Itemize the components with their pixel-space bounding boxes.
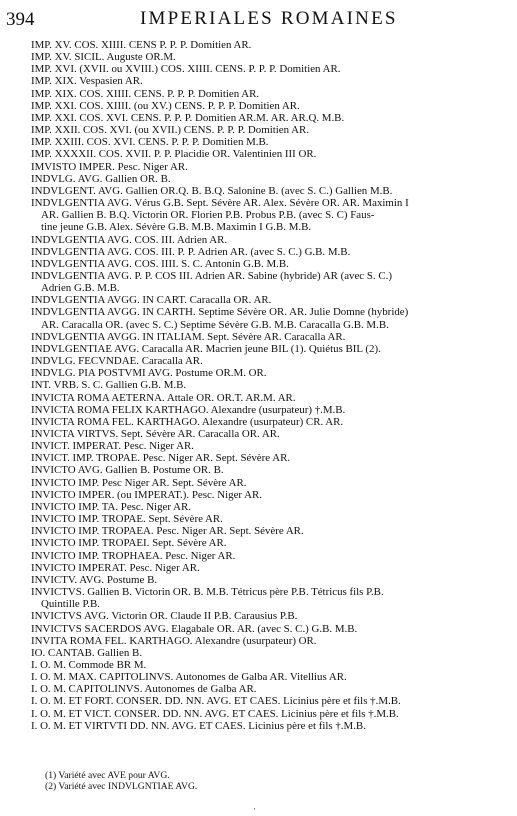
entry-line: INVICT. IMPERAT. Pesc. Niger AR.	[31, 440, 194, 453]
entry-line-continuation: tine jeune G.B. Alex. Sévère G.B. M.B. Maximin I G.B. M.B.	[41, 221, 312, 234]
entry-line: INDVLGENTIA AVG. Vérus G.B. Sept. Sévère AR. Alex. Sévère OR. AR. Maximin I	[31, 197, 409, 210]
entry-line: INDVLGENT. AVG. Gallien OR.Q. B. B.Q. Salonine B. (avec S. C.) Gallien M.B.	[31, 184, 393, 197]
footnote: (1) Variété avec AVE pour AVG.	[45, 770, 170, 781]
entry-line: INDVLG. AVG. Gallien OR. B.	[31, 172, 171, 185]
entry-line: INDVLGENTIA AVGG. IN CARTH. Septime Sévère OR. AR. Julie Domne (hybride)	[31, 306, 409, 319]
entry-line: IMP. XV. SICIL. Auguste OR.M.	[31, 51, 176, 64]
entry-line: IMP. XVI. (XVII. ou XVIII.) COS. XIIII. CENS. P. P. P. Domitien AR.	[31, 63, 341, 76]
page-mark: ·	[253, 804, 256, 814]
running-title: IMPERIALES ROMAINES	[140, 8, 398, 29]
entry-line: IMP. XV. COS. XIIII. CENS P. P. P. Domitien AR.	[31, 39, 252, 51]
entry-line: INDVLGENTIA AVG. COS. III. Adrien AR.	[31, 233, 228, 246]
entry-line: INVICTO IMPER. (ou IMPERAT.). Pesc. Niger AR.	[31, 488, 263, 501]
entry-line: I. O. M. Commode BR M.	[31, 658, 147, 671]
entry-line: INVICTO IMP. TROPAEI. Sept. Sévère AR.	[31, 537, 227, 550]
footnotes	[45, 770, 197, 792]
entry-line: INDVLG. FECVNDAE. Caracalla AR.	[31, 355, 203, 368]
entry-line: I. O. M. ET VIRTVTI DD. NN. AVG. ET CAES. Licinius père et fils †.M.B.	[31, 719, 366, 732]
footnote: (2) Variété avec INDVLGNTIAE AVG.	[45, 781, 198, 792]
entry-line: INVICTO AVG. Gallien B. Postume OR. B.	[31, 464, 224, 477]
entry-line: IMVISTO IMPER. Pesc. Niger AR.	[31, 160, 188, 173]
entry-line: I. O. M. ET FORT. CONSER. DD. NN. AVG. ET CAES. Licinius père et fils †.M.B.	[31, 695, 401, 708]
entry-line: INVICTV. AVG. Postume B.	[31, 573, 158, 586]
entry-line: INVICTO IMPERAT. Pesc. Niger AR.	[31, 561, 200, 574]
entry-line: IMP. XIX. COS. XIIII. CENS. P. P. P. Domitien AR.	[31, 87, 260, 100]
entry-line: I. O. M. CAPITOLINVS. Autonomes de Galba AR.	[31, 683, 257, 696]
entry-line: IMP. XXXXII. COS. XVII. P. P. Placidie OR. Valentinien III OR.	[31, 148, 317, 161]
entry-line: IMP. XXIII. COS. XVI. CENS. P. P. P. Domitien M.B.	[31, 136, 269, 149]
entry-line: INVICTA ROMA FELIX KARTHAGO. Alexandre (usurpateur) †.M.B.	[31, 403, 346, 416]
entry-line: INDVLGENTIA AVG. P. P. COS III. Adrien AR. Sabine (hybride) AR (avec S. C.)	[31, 269, 392, 282]
entry-line-continuation: Quintille P.B.	[41, 598, 100, 611]
entry-line-continuation: AR. Gallien B. B.Q. Victorin OR. Florien P.B. Probus P.B. (avec S. C) Faus-	[41, 209, 375, 222]
entry-line: INVICTO IMP. TROPHAEA. Pesc. Niger AR.	[31, 549, 236, 562]
entry-line: IMP. XXI. COS. XIIII. (ou XV.) CENS. P. P. P. Domitien AR.	[31, 99, 300, 112]
entry-line: INVICTO IMP. TROPAE. Sept. Sévère AR.	[31, 513, 223, 526]
entry-line: IMP. XXI. COS. XVI. CENS. P. P. P. Domitien AR.M. AR. AR.Q. M.B.	[31, 111, 345, 124]
entry-line: I. O. M. ET VICT. CONSER. DD. NN. AVG. ET CAES. Licinius père et fils †.M.B.	[31, 707, 399, 720]
entry-line: INVICTO IMP. TA. Pesc. Niger AR.	[31, 500, 191, 513]
entry-line: INVICTA ROMA FEL. KARTHAGO. Alexandre (usurpateur) CR. AR.	[31, 415, 344, 428]
entry-line: INT. VRB. S. C. Gallien G.B. M.B.	[31, 379, 187, 392]
entry-line: INVITA ROMA FEL. KARTHAGO. Alexandre (usurpateur) OR.	[31, 634, 317, 647]
entry-line: IMP. XIX. Vespasien AR.	[31, 75, 143, 88]
entry-line: INVICTVS AVG. Victorin OR. Claude II P.B. Carausius P.B.	[31, 610, 298, 623]
entry-line: INVICTA ROMA AETERNA. Attale OR. OR.T. AR.M. AR.	[31, 391, 296, 404]
entry-line: INVICTVS SACERDOS AVG. Elagabale OR. AR. (avec S. C.) G.B. M.B.	[31, 622, 358, 635]
entry-line: IO. CANTAB. Gallien B.	[31, 646, 143, 659]
entry-line: INDVLG. PIA POSTVMI AVG. Postume OR.M. OR.	[31, 367, 267, 380]
entry-line: INDVLGENTIA AVGG. IN ITALIAM. Sept. Sévère AR. Caracalla AR.	[31, 330, 346, 343]
page-number: 394	[6, 9, 35, 30]
entry-line: INDVLGENTIA AVG. COS. III. P. P. Adrien AR. (avec S. C.) G.B. M.B.	[31, 245, 351, 258]
entry-line: INVICTO IMP. Pesc Niger AR. Sept. Sévère AR.	[31, 476, 247, 489]
entry-line: INDVLGENTIA AVG. COS. IIII. S. C. Antonin G.B. M.B.	[31, 257, 289, 270]
entry-line: INDVLGENTIA AVGG. IN CART. Caracalla OR. AR.	[31, 294, 272, 307]
entry-line-continuation: Adrien G.B. M.B.	[41, 282, 120, 295]
entry-line: I. O. M. MAX. CAPITOLINVS. Autonomes de Galba AR. Vitellius AR.	[31, 671, 347, 684]
entry-line: INVICTO IMP. TROPAEA. Pesc. Niger AR. Sept. Sévère AR.	[31, 525, 304, 538]
entry-line-continuation: AR. Caracalla OR. (avec S. C.) Septime Sévère G.B. M.B. Caracalla G.B. M.B.	[41, 318, 389, 331]
entry-line: INDVLGENTIAE AVG. Caracalla AR. Macrien jeune BIL (1). Quiétus BIL (2).	[31, 342, 381, 355]
entry-line: INVICT. IMP. TROPAE. Pesc. Niger AR. Sept. Sévère AR.	[31, 452, 291, 465]
entry-line: INVICTVS. Gallien B. Victorin OR. B. M.B. Tétricus père P.B. Tétricus fils P.B.	[31, 586, 384, 599]
entry-list	[31, 39, 501, 732]
entry-line: INVICTA VIRTVS. Sept. Sévère AR. Caracalla OR. AR.	[31, 428, 280, 440]
entry-line: IMP. XXII. COS. XVI. (ou XVII.) CENS. P. P. P. Domitien AR.	[31, 124, 310, 137]
